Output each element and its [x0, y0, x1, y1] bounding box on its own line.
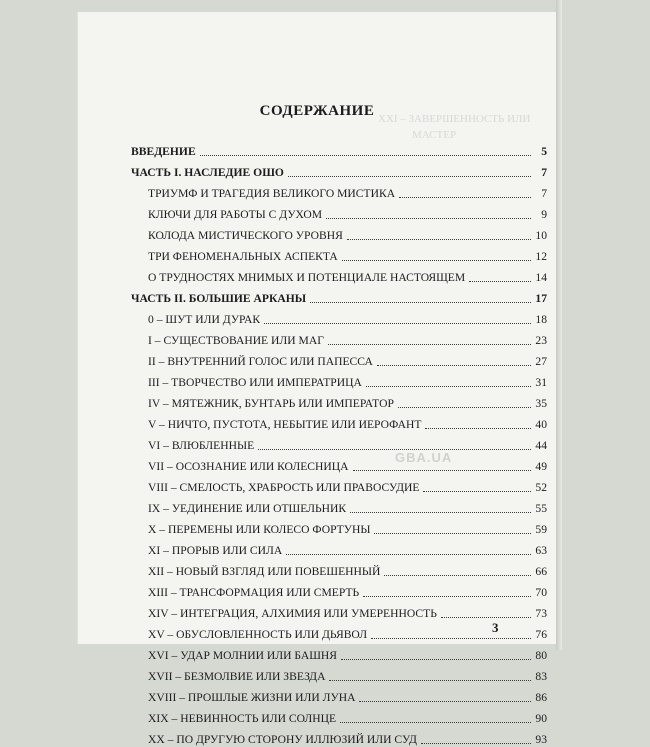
toc-part-entry	[131, 285, 547, 306]
toc-entry	[131, 222, 547, 243]
toc-entry	[131, 348, 547, 369]
dot-leader	[399, 197, 531, 198]
bleed-through-line-1: XXI – ЗАВЕРШЕННОСТЬ ИЛИ	[378, 113, 531, 125]
bleed-through-line-2: МАСТЕР	[412, 129, 457, 141]
watermark: GBA.UA	[395, 450, 453, 465]
toc-entry-title: VIII – СМЕЛОСТЬ, ХРАБРОСТЬ ИЛИ ПРАВОСУДИЕ	[148, 481, 420, 494]
toc-entry	[131, 411, 547, 432]
dot-leader	[347, 239, 531, 240]
toc-entry-title: II – ВНУТРЕННИЙ ГОЛОС ИЛИ ПАПЕССА	[148, 355, 373, 368]
toc-entry-title: ЧАСТЬ II. БОЛЬШИЕ АРКАНЫ	[131, 292, 307, 305]
toc-entry	[131, 432, 547, 453]
toc-entry-page: 90	[535, 712, 547, 725]
toc-entry-page: 23	[535, 334, 547, 347]
toc-entry-page: 76	[535, 628, 547, 641]
toc-entry-page: 18	[535, 313, 547, 326]
toc-entry	[131, 327, 547, 348]
toc-entry-page: 70	[535, 586, 547, 599]
toc-entry-page: 93	[535, 733, 547, 746]
toc-entry-page: 12	[535, 250, 547, 263]
dot-leader	[421, 743, 531, 744]
table-of-contents	[131, 138, 547, 747]
toc-entry-page: 40	[535, 418, 547, 431]
page-number: 3	[492, 620, 499, 635]
toc-entry-title: ТРИ ФЕНОМЕНАЛЬНЫХ АСПЕКТА	[148, 250, 338, 263]
dot-leader	[371, 638, 531, 639]
toc-entry	[131, 558, 547, 579]
dot-leader	[329, 680, 531, 681]
dot-leader	[264, 323, 531, 324]
toc-entry-title: XI – ПРОРЫВ ИЛИ СИЛА	[148, 544, 283, 557]
dot-leader	[398, 407, 531, 408]
toc-entry-page: 14	[535, 271, 547, 284]
toc-entry	[131, 243, 547, 264]
toc-entry-title: XX – ПО ДРУГУЮ СТОРОНУ ИЛЛЮЗИЙ ИЛИ СУД	[148, 733, 417, 746]
toc-entry-page: 73	[535, 607, 547, 620]
toc-entry	[131, 705, 547, 726]
toc-entry	[131, 201, 547, 222]
toc-entry-title: IX – УЕДИНЕНИЕ ИЛИ ОТШЕЛЬНИК	[148, 502, 347, 515]
toc-entry-title: X – ПЕРЕМЕНЫ ИЛИ КОЛЕСО ФОРТУНЫ	[148, 523, 371, 536]
dot-leader	[469, 281, 531, 282]
toc-entry-page: 7	[541, 166, 547, 179]
toc-entry-title: XII – НОВЫЙ ВЗГЛЯД ИЛИ ПОВЕШЕННЫЙ	[148, 565, 381, 578]
toc-entry-title: VII – ОСОЗНАНИЕ ИЛИ КОЛЕСНИЦА	[148, 460, 349, 473]
toc-entry-page: 83	[535, 670, 547, 683]
dot-leader	[341, 659, 531, 660]
toc-entry-title: XV – ОБУСЛОВЛЕННОСТЬ ИЛИ ДЬЯВОЛ	[148, 628, 368, 641]
toc-part-entry	[131, 138, 547, 159]
toc-entry-page: 9	[541, 208, 547, 221]
toc-entry-title: XVIII – ПРОШЛЫЕ ЖИЗНИ ИЛИ ЛУНА	[148, 691, 356, 704]
dot-leader	[384, 575, 531, 576]
toc-entry	[131, 537, 547, 558]
page-edge	[556, 0, 562, 650]
dot-leader	[310, 302, 531, 303]
toc-entry	[131, 474, 547, 495]
toc-entry-page: 17	[535, 292, 547, 305]
dot-leader	[363, 596, 531, 597]
dot-leader	[425, 428, 531, 429]
toc-entry-page: 35	[535, 397, 547, 410]
book-page	[78, 12, 556, 746]
toc-entry-title: XVII – БЕЗМОЛВИЕ ИЛИ ЗВЕЗДА	[148, 670, 326, 683]
dot-leader	[423, 491, 531, 492]
toc-entry-title: ЧАСТЬ I. НАСЛЕДИЕ ОШО	[131, 166, 284, 179]
toc-entry-page: 5	[541, 145, 547, 158]
dot-leader	[286, 554, 531, 555]
toc-entry-page: 80	[535, 649, 547, 662]
dot-leader	[200, 155, 531, 156]
toc-entry	[131, 306, 547, 327]
toc-entry-title: V – НИЧТО, ПУСТОТА, НЕБЫТИЕ ИЛИ ИЕРОФАНТ	[148, 418, 422, 431]
toc-entry	[131, 621, 547, 642]
dot-leader	[288, 176, 531, 177]
toc-entry-title: VI – ВЛЮБЛЕННЫЕ	[148, 439, 255, 452]
dot-leader	[328, 344, 531, 345]
dot-leader	[350, 512, 531, 513]
toc-entry-title: О ТРУДНОСТЯХ МНИМЫХ И ПОТЕНЦИАЛЕ НАСТОЯЩЕМ	[148, 271, 466, 284]
toc-entry-title: 0 – ШУТ ИЛИ ДУРАК	[148, 313, 261, 326]
toc-entry	[131, 642, 547, 663]
toc-entry-page: 63	[535, 544, 547, 557]
dot-leader	[366, 386, 531, 387]
toc-entry-title: XVI – УДАР МОЛНИИ ИЛИ БАШНЯ	[148, 649, 338, 662]
toc-entry	[131, 579, 547, 600]
toc-entry	[131, 390, 547, 411]
dot-leader	[374, 533, 531, 534]
toc-entry-page: 49	[535, 460, 547, 473]
toc-entry	[131, 684, 547, 705]
toc-entry-page: 55	[535, 502, 547, 515]
toc-entry-page: 10	[535, 229, 547, 242]
toc-entry-page: 86	[535, 691, 547, 704]
dot-leader	[441, 617, 531, 618]
toc-entry	[131, 369, 547, 390]
dot-leader	[353, 470, 531, 471]
toc-entry-title: ВВЕДЕНИЕ	[131, 145, 196, 158]
toc-entry-title: ТРИУМФ И ТРАГЕДИЯ ВЕЛИКОГО МИСТИКА	[148, 187, 396, 200]
toc-entry-title: I – СУЩЕСТВОВАНИЕ ИЛИ МАГ	[148, 334, 324, 347]
toc-entry-page: 66	[535, 565, 547, 578]
dot-leader	[340, 722, 531, 723]
toc-entry-title: XIX – НЕВИННОСТЬ ИЛИ СОЛНЦЕ	[148, 712, 337, 725]
toc-entry-title: XIV – ИНТЕГРАЦИЯ, АЛХИМИЯ ИЛИ УМЕРЕННОСТЬ	[148, 607, 437, 620]
toc-entry-page: 52	[535, 481, 547, 494]
dot-leader	[326, 218, 531, 219]
toc-part-entry	[131, 159, 547, 180]
toc-entry	[131, 516, 547, 537]
toc-entry-page: 59	[535, 523, 547, 536]
toc-entry-page: 7	[541, 187, 547, 200]
toc-entry-title: IV – МЯТЕЖНИК, БУНТАРЬ ИЛИ ИМПЕРАТОР	[148, 397, 394, 410]
toc-entry-title: XIII – ТРАНСФОРМАЦИЯ ИЛИ СМЕРТЬ	[148, 586, 360, 599]
toc-entry-title: КОЛОДА МИСТИЧЕСКОГО УРОВНЯ	[148, 229, 343, 242]
toc-entry	[131, 663, 547, 684]
toc-entry-title: III – ТВОРЧЕСТВО ИЛИ ИМПЕРАТРИЦА	[148, 376, 362, 389]
toc-entry	[131, 453, 547, 474]
toc-entry	[131, 264, 547, 285]
dot-leader	[377, 365, 531, 366]
dot-leader	[342, 260, 531, 261]
toc-entry	[131, 495, 547, 516]
toc-entry	[131, 600, 547, 621]
toc-title: СОДЕРЖАНИЕ	[259, 103, 375, 119]
toc-entry-title: КЛЮЧИ ДЛЯ РАБОТЫ С ДУХОМ	[148, 208, 323, 221]
toc-entry	[131, 180, 547, 201]
dot-leader	[359, 701, 531, 702]
toc-entry-page: 31	[535, 376, 547, 389]
toc-entry-page: 44	[535, 439, 547, 452]
toc-entry-page: 27	[535, 355, 547, 368]
toc-entry	[131, 726, 547, 747]
